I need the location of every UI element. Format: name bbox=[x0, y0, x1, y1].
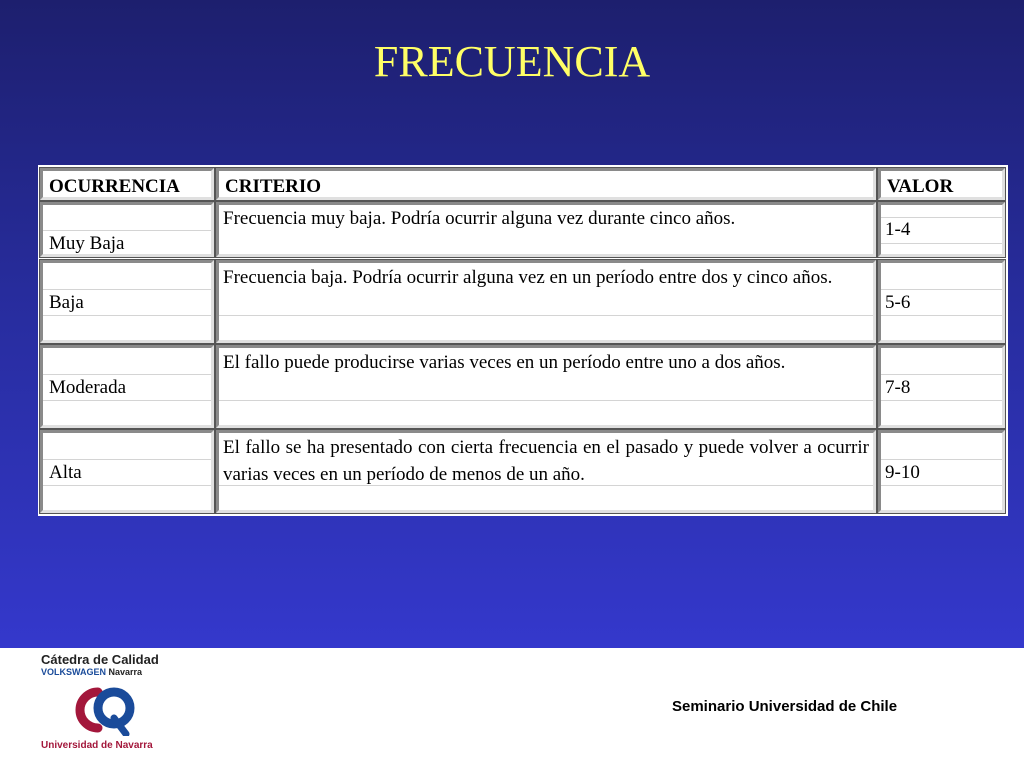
header-valor: VALOR bbox=[878, 168, 1005, 200]
criterio-text: Frecuencia baja. Podría ocurrir alguna vez en un período entre dos y cinco años. bbox=[223, 267, 833, 288]
table-row-2-ocurrencia bbox=[40, 260, 214, 343]
ocurrencia-label: Moderada bbox=[49, 377, 127, 398]
table-row-2-criterio bbox=[216, 260, 876, 343]
seminar-label: Seminario Universidad de Chile bbox=[672, 698, 898, 715]
table-row-1-ocurrencia bbox=[40, 202, 214, 257]
university-logo-icon bbox=[64, 684, 144, 736]
criterio-text: Frecuencia muy baja. Podría ocurrir alguna vez durante cinco años. bbox=[223, 208, 736, 229]
valor-text: 7-8 bbox=[885, 377, 911, 398]
table-row-2-valor bbox=[878, 260, 1005, 343]
criterio-text: El fallo se ha presentado con cierta frecuencia en el pasado y puede volver a ocurrir varias veces en un período de menos de un año. bbox=[223, 437, 869, 485]
table-row-3-criterio bbox=[216, 345, 876, 428]
valor-text: 5-6 bbox=[885, 292, 911, 313]
header-ocurrencia: OCURRENCIA bbox=[40, 168, 214, 200]
slide-title: FRECUENCIA bbox=[373, 37, 651, 86]
volkswagen-text: VOLKSWAGEN bbox=[41, 667, 107, 677]
valor-text: 9-10 bbox=[885, 462, 920, 483]
volkswagen-brand bbox=[41, 667, 142, 677]
ocurrencia-label: Baja bbox=[49, 292, 84, 313]
universidad-navarra-brand: Universidad de Navarra bbox=[41, 740, 153, 751]
navarra-text: Navarra bbox=[108, 667, 143, 677]
catedra-brand: Cátedra de Calidad bbox=[41, 652, 159, 667]
header-criterio: CRITERIO bbox=[216, 168, 876, 200]
table-row-4-valor bbox=[878, 430, 1005, 513]
ocurrencia-label: Alta bbox=[49, 462, 82, 483]
table-row-4-criterio bbox=[216, 430, 876, 513]
table-row-3-valor bbox=[878, 345, 1005, 428]
frequency-table bbox=[38, 165, 1008, 516]
ocurrencia-label: Muy Baja bbox=[49, 233, 125, 254]
table-row-1-criterio bbox=[216, 202, 876, 257]
table-row-3-ocurrencia bbox=[40, 345, 214, 428]
table-row-4-ocurrencia bbox=[40, 430, 214, 513]
valor-text: 1-4 bbox=[885, 219, 911, 240]
table-row-1-valor bbox=[878, 202, 1005, 257]
criterio-text: El fallo puede producirse varias veces en un período entre uno a dos años. bbox=[223, 352, 786, 373]
